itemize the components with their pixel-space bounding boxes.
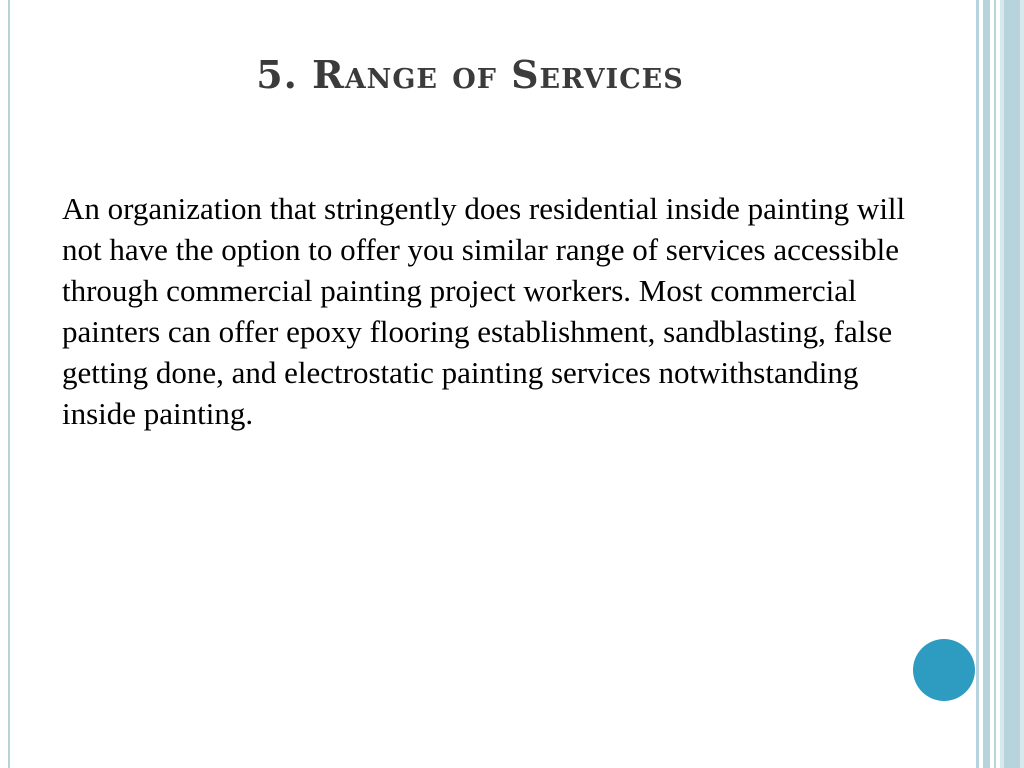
left-border-line <box>8 0 10 768</box>
decorative-circle <box>913 639 975 701</box>
slide-body-text: An organization that stringently does residential inside painting will not have the option to offer you similar range of services accessible through commercial painting project workers. Most commercial painters can offer epoxy flooring establishment, sandblasting, false getting done, and electrostatic painting services notwithstanding inside painting. <box>62 191 906 431</box>
right-border-stripe <box>1004 0 1020 768</box>
right-border-stripe <box>994 0 996 768</box>
right-border-stripe <box>983 0 990 768</box>
right-border-stripe <box>976 0 979 768</box>
slide-title: 5. Range of Services <box>256 52 684 97</box>
